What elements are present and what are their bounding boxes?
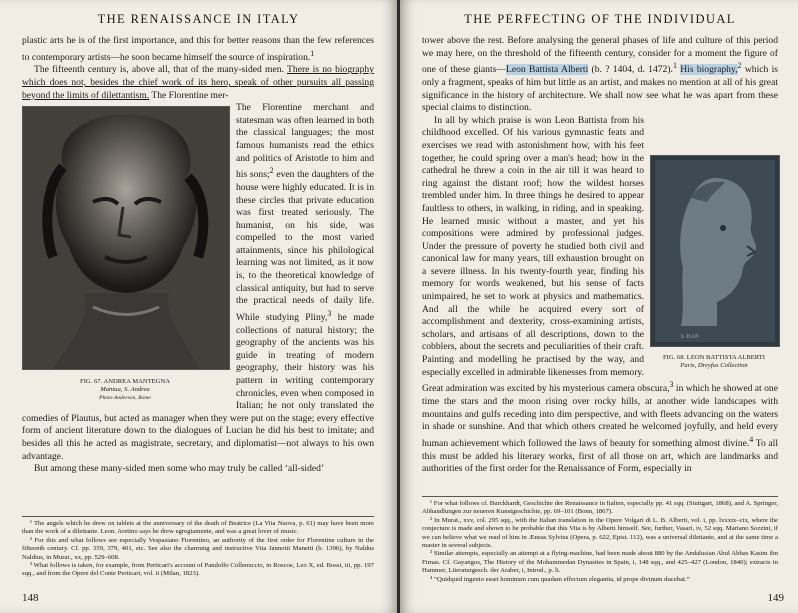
right-body-text xyxy=(422,35,778,476)
mantegna-bust-photo xyxy=(22,106,230,370)
footnote: ¹ The angels which he drew on tablets at the anniversary of the death of Beatrice (La Vita Nuova, p. 61) may have been more than the work of a dilettante. Leon. Aretino says he drew egregiamente, and was a great lover of music. xyxy=(22,520,374,536)
name-highlight: Leon Battista Alberti xyxy=(505,64,589,76)
footnote-ref: 3 xyxy=(669,380,674,390)
running-header-right: THE PERFECTING OF THE INDIVIDUAL xyxy=(464,12,736,26)
sentence-many-sided: The fifteenth century is, above all, that of the many-sided men. xyxy=(34,64,284,76)
left-page xyxy=(0,0,397,613)
sentence-biography: There is no biography which does not, besides the chief work of its hero, speak of other pursuits all passing beyond the limits of dilettantism. xyxy=(22,64,374,101)
svg-text:L·BAP·: L·BAP· xyxy=(681,333,701,340)
page-number-left: 148 xyxy=(22,592,39,604)
footnote-ref: 1 xyxy=(310,48,315,58)
page-number-right: 149 xyxy=(767,592,784,604)
left-paragraph-1: plastic arts he is of the first importance, and this for better reasons than the few references to contemporary artists—he soon became himself the source of inspiration.$^1$ xyxy=(22,35,374,63)
running-header-left: THE RENAISSANCE IN ITALY xyxy=(97,12,300,26)
footnote: ³ What follows is taken, for example, from Perticari's account of Pandolfo Collenuccio, in Roscoe, Leo X, ed. Bossi, iii, pp. 197 sqq., and from the Opere del Conte Perticari, vol. ii (Milan, 1823). xyxy=(22,562,374,578)
footnote: ² For this and what follows see especially Vespasiano Fiorentino, an authority of the first order for Florentine culture in the fifteenth century. Cf. pp. 359, 379, 401, etc. See also the charming and instructive Vita Jannotii Manetti (b. 1396), by Naldus Naldius, in Murat., xx, pp. 529–608. xyxy=(22,536,374,561)
footnote-divider xyxy=(22,516,374,517)
footnote-ref: 2 xyxy=(269,166,274,176)
figure-location: Mantua, S. Andrea xyxy=(100,385,150,393)
footnote: ² In Murat., xxv, col. 295 sqq., with the Italian translation in the Opere Volgari di L. B. Alberti, vol. i, pp. lxxxix–cix, where the conjecture is made and shown to be probable that this Vita is by Alberti himself. See, further, Vasari, iv, 52 sqq. Mariano Sozzini, if we can believe what we read of him in Æneas Sylvius (Opera, p. 622, Epist. 112), was a universal dilettante, and at the same time a master in several subjects. xyxy=(422,516,778,550)
figure-68-caption xyxy=(650,354,778,370)
right-page xyxy=(400,0,798,613)
left-paragraph-2 xyxy=(22,64,374,102)
left-paragraph-3: But among these many-sided men some who may truly be called ‘all-sided’ xyxy=(34,463,325,475)
sentence-merchant-start: The Florentine mer- xyxy=(151,89,229,101)
footnote-ref: 1 xyxy=(672,61,677,71)
footnote-ref: 3 xyxy=(327,308,332,318)
left-body-text xyxy=(22,35,374,476)
right-paragraph-1: tower above the rest. Before analysing the general phases of life and culture of this period we may here, on the threshold of the fifteenth century, consider for a moment the figure of one of these giants—Leon Battista Alberti (b. ? 1404, d. 1472).$^1$ His biography,$^2$ which is only a fragment, speaks of him but little as an artist, and makes no mention at all of his great significance in the history of architecture. We shall now see what he was apart from these special claims to distinction. xyxy=(422,35,778,114)
footnote-ref: 2 xyxy=(737,61,742,71)
left-paragraph-2-cont: The Florentine merchant and statesman was often learned in both the classical languages; the most famous humanists read the ethics and politics of Aristotle to him and his sons;$^2$ even the daughters of the house were highly educated. It is in these circles that private education was first treated seriously. The humanist, on his side, was compelled to the most varied attainments, since his philological learning was not limited, as it now is, to the theoretical knowledge of classical antiquity, but had to serve the practical needs of daily life. While studying Pliny,$^3$ he made collections of natural history; the geography of the ancients was his guide in treating of modern geography, their history was his pattern in writing contemporary chronicles, even when composed in Italian; he not only translated the comedies of Plautus, but acted as manager when they were put on the stage; every effective form of ancient literature down to the dialogues of Lucian he did his best to imitate; and besides all this he acted as magistrate, secretary, and diplomatist—not always to his own advantage. xyxy=(22,102,374,462)
footnote-ref: 4 xyxy=(749,434,754,444)
figure-location: Paris, Dreyfus Collection xyxy=(680,362,748,370)
figure-67-caption xyxy=(22,378,228,402)
right-paragraph-2: In all by which praise is won Leon Battista from his childhood excelled. Of his various gymnastic feats and exercises we read with astonishment how, with his feet together, he could spring over a man's head; how in the cathedral he threw a coin in the air till it was heard to ring against the distant roof; how the wildest horses trembled under him. In three things he desired to appear faultless to others, in walking, in riding, and in speaking. He learned music without a master, and yet his compositions were admired by professional judges. Under the pressure of poverty he studied both civil and canonical law for many years, till exhaustion brought on a severe illness. In his twenty-fourth year, finding his memory for words weakened, but his sense of facts unimpaired, he set to work at physics and mathematics. And all the while he acquired every sort of accomplishment and dexterity, cross-examining artists, scholars, and artisans of all descriptions, down to the cobblers, about the secrets and peculiarities of their craft. Painting and modelling he practised by the way, and especially excelled in admirable likenesses from memory. Great admiration was excited by his mysterious camera obscura,$^3$ in which he showed at one time the stars and the moon rising over rocky hills, at another wide landscapes with mountains and gulfs receding into dim perspective, and with fleets advancing on the waters in shade or sunshine. And that which others created he welcomed joyfully, and held every human achievement which followed the laws of beauty for something almost divine.$^4$ To all this must be added his literary works, first of all those on art, which are landmarks and authorities of the first order for the Renaissance of Form, especially in xyxy=(422,114,778,475)
figure-68 xyxy=(650,155,778,371)
footnote-divider xyxy=(422,496,778,497)
figure-67 xyxy=(22,106,228,402)
figure-label: FIG. 68. LEON BATTISTA ALBERTI xyxy=(662,354,765,362)
footnote: ¹ For what follows cf. Burckhardt, Geschichte der Renaissance in Italien, especially pp. 41 sqq. (Stuttgart, 1868), and A. Springer, Abhandlungen zur neueren Kunstgeschichte, pp. 69–101 (Bonn, 1867). xyxy=(422,500,778,516)
figure-label: FIG. 67. ANDREA MANTEGNA xyxy=(80,377,170,385)
footnote: ⁴ “Quidquid ingenio esset hominum cum quadam effectum elegantia, id prope divinum ducebat.” xyxy=(430,575,690,583)
right-footnotes xyxy=(422,500,778,584)
footnote: ³ Similar attempts, especially an attempt at a flying-machine, had been made about 880 by the Andalusian Abul Abbas Kasim ibn Firnas. Cf. Gayangos, The History of the Mohammedan Dynasties in Spain, i, 148 sqq., and 425–427 (London, 1840); extracts in Hammer, Literaturgesch. der Araber, i, Introd., p. li. xyxy=(422,550,778,575)
figure-credit: Photo Anderson, Rome xyxy=(99,394,151,401)
left-footnotes xyxy=(22,520,374,579)
alberti-medallion-photo xyxy=(650,155,780,347)
